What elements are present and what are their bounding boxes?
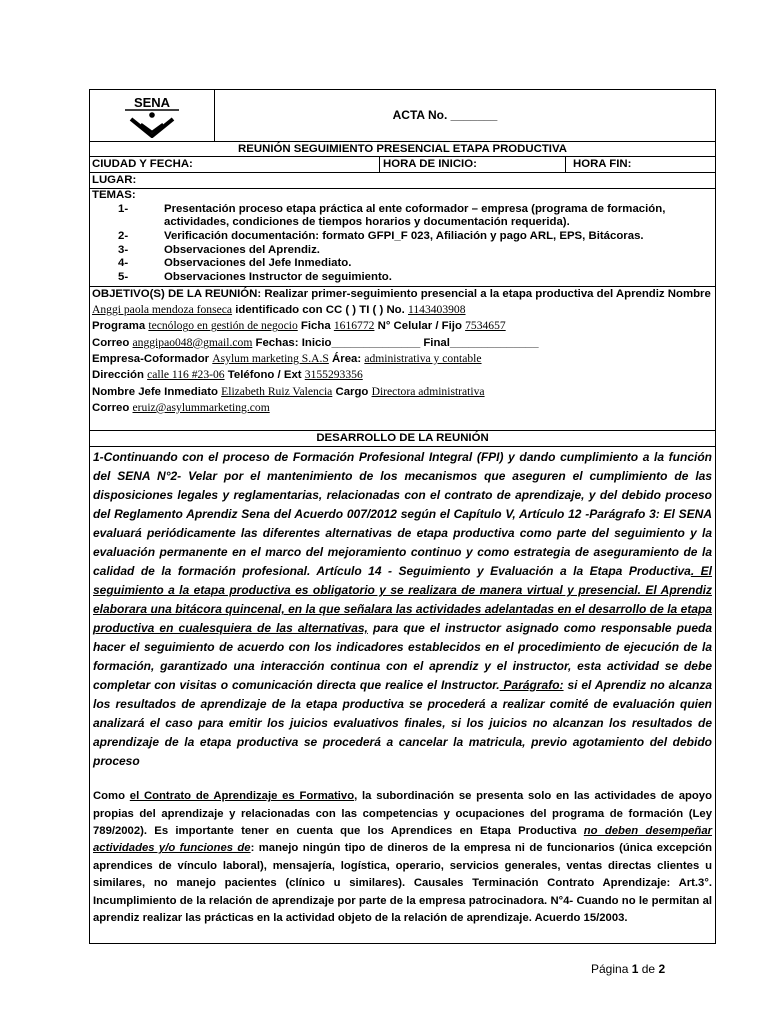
desarrollo-p2-b: el Contrato de Aprendizaje es Formativo [129, 790, 355, 803]
celular-value: 7534657 [465, 319, 506, 333]
direccion-label: Dirección [92, 369, 144, 382]
direccion-value: calle 116 #23-06 [147, 368, 225, 382]
objetivo-line-empresa [92, 351, 713, 367]
objetivo-line-programa [92, 318, 713, 334]
desarrollo-p2-e: : manejo ningún tipo de dineros de la empresa ni de funcionarios (única excepción aprendices de vínculo laboral), mensajería, logística, operario, servicios generales, ventas directas clientes u similares, no manejo pacientes (clínico u similares). Causales Terminación Contrato Aprendizaje: Art.3°. Incumplimiento de la relación de aprendizaje por parte de la empresa patrocinadora. N°4- Cuando no le permitan al aprendiz realizar las prácticas en la actividad objeto de la relación de aprendizaje. Acuerdo 15/2003. [93, 842, 712, 925]
objetivo-line-jefe [92, 384, 713, 400]
programa-value: tecnólogo en gestión de negocio [148, 319, 298, 333]
programa-label: Programa [92, 320, 146, 333]
temas-item-text: Observaciones Instructor de seguimiento. [164, 271, 392, 284]
temas-item-text: Presentación proceso etapa práctica al ente coformador – empresa (programa de formación, actividades, condiciones de tiempos horarios y documentación requerida). [164, 202, 666, 229]
date-time-row [90, 156, 715, 172]
cargo-label: Cargo [335, 385, 369, 398]
temas-section [90, 188, 715, 286]
temas-item [118, 271, 713, 285]
objetivo-line-1 [92, 287, 713, 319]
desarrollo-p1-c: para que el instructor asignado como responsable pueda hacer el seguimiento de acuerdo con los indicadores establecidos en el procedimiento de ejecución de la formación, garantizado una interacción continua con el aprendiz y el instructor, esta actividad se debe completar con visitas o comunicación directa que realice el Instructor. [93, 621, 713, 693]
fechas-label: Fechas: Inicio______________ Final______________ [255, 336, 539, 349]
sena-logo [90, 90, 215, 141]
hora-inicio-label: HORA DE INICIO: [380, 157, 566, 172]
correo-value: anggipao048@gmail.com [132, 335, 253, 349]
objetivo-section [90, 286, 715, 430]
correo-jefe-value: eruiz@asylummarketing.com [132, 400, 270, 414]
temas-item [118, 244, 713, 258]
ficha-label: Ficha [300, 320, 331, 333]
objetivo-line-correo-jefe [92, 400, 713, 416]
page-total: 2 [658, 962, 666, 976]
ficha-value: 1616772 [333, 319, 375, 333]
objetivo-line-direccion [92, 367, 713, 383]
temas-label: TEMAS: [92, 189, 136, 201]
desarrollo-p1-d: Parágrafo: [499, 678, 564, 693]
area-value: administrativa y contable [364, 352, 482, 365]
temas-item-number: 3- [118, 243, 129, 256]
objetivo-label: OBJETIVO(S) DE LA REUNIÓN: Realizar primer-seguimiento presencial a la etapa productiva del Aprendiz Nombre [92, 287, 711, 300]
celular-label: N° Celular / Fijo [377, 320, 462, 333]
form-title: REUNIÓN SEGUIMIENTO PRESENCIAL ETAPA PRODUCTIVA [90, 141, 715, 156]
identificado-label: identificado con CC ( ) TI ( ) No. [235, 304, 405, 317]
desarrollo-p2-a: Como [93, 790, 130, 803]
sena-logo-text: SENA [133, 94, 171, 110]
desarrollo-paragraph-1 [93, 448, 712, 771]
header-row [90, 90, 715, 141]
acta-form [89, 89, 716, 944]
desarrollo-paragraph-2 [93, 788, 712, 927]
area-label: Área: [332, 353, 362, 365]
page-current: 1 [631, 962, 639, 976]
lugar-label: LUGAR: [90, 172, 715, 188]
desarrollo-title: DESARROLLO DE LA REUNIÓN [90, 430, 715, 446]
acta-number: ACTA No. _______ [392, 108, 498, 123]
page-label: Página [591, 962, 629, 976]
temas-item-text: Observaciones del Jefe Inmediato. [164, 257, 352, 270]
empresa-label: Empresa-Coformador [92, 353, 210, 365]
temas-item-number: 5- [118, 271, 129, 284]
temas-item [118, 257, 713, 271]
empresa-value: Asylum marketing S.A.S [212, 352, 329, 365]
correo-jefe-label: Correo [92, 401, 130, 414]
jefe-value: Elizabeth Ruiz Valencia [221, 384, 333, 398]
temas-item [118, 230, 713, 244]
temas-item-number: 4- [118, 257, 129, 270]
sena-logo-icon [117, 94, 187, 138]
desarrollo-p1-e: si el Aprendiz no alcanza los resultados de aprendizaje de la etapa productiva se procederá a realizar comité de evaluación quien analizará el caso para emitir los juicios evaluativos finales, si los juicios no alcanzan los resultados de aprendizaje de la etapa productiva se procederá a cancelar la matricula, previo agotamiento del debido proceso [93, 678, 713, 769]
page-of: de [641, 962, 656, 976]
hora-fin-label: HORA FIN: [573, 158, 632, 170]
correo-label: Correo [92, 336, 130, 349]
ciudad-fecha-label: CIUDAD Y FECHA: [90, 157, 380, 172]
telefono-label: Teléfono / Ext [227, 369, 302, 382]
telefono-value: 3155293356 [304, 368, 363, 382]
temas-item-text: Observaciones del Aprendiz. [164, 243, 320, 256]
temas-item-number: 2- [118, 230, 129, 243]
desarrollo-p2-c: , la subordinación se presenta solo en las actividades de apoyo propias del aprendizaje y relacionadas con las competencias y ocupaciones del programa de formación (Ley 789/2002). Es importante tener en cuenta que los Aprendices en Etapa Productiva [93, 790, 712, 837]
aprendiz-nombre: Anggi paola mendoza fonseca [92, 303, 233, 317]
temas-item [118, 203, 713, 230]
desarrollo-p1-b: . El seguimiento a la etapa productiva es obligatorio y se realizara de manera virtual y presencial. El Aprendiz elaborara una bitácora quincenal, en la que señalara las actividades adelantadas en el desarrollo de la etapa productiva en cualesquiera de las alternativas, [93, 564, 713, 636]
temas-item-text: Verificación documentación: formato GFPI_F 023, Afiliación y pago ARL, EPS, Bitácoras. [164, 230, 644, 243]
page-number [591, 962, 665, 976]
desarrollo-p1-a: 1-Continuando con el proceso de Formación Profesional Integral (FPI) y dando cumplimiento a la función del SENA N°2- Velar por el mantenimiento de los mecanismos que aseguren el cumplimiento de las disposiciones legales y reglamentarias, relacionadas con el contrato de aprendizaje, y del debido proceso del Reglamento Aprendiz Sena del Acuerdo 007/2012 según el Capítulo V, Artículo 12 -Parágrafo 3: El SENA evaluará periódicamente las diferentes alternativas de etapa productiva como parte del seguimiento y la evaluación permanente en el marco del mejoramiento continuo y como estrategia de aseguramiento de la calidad de la formación profesional. Artículo 14 - Seguimiento y Evaluación a la Etapa Productiva [93, 450, 712, 579]
objetivo-line-correo [92, 335, 713, 351]
desarrollo-p2-d: no deben desempeñar actividades y/o funciones de [93, 825, 712, 855]
documento-number: 1143403908 [407, 303, 466, 317]
cargo-value: Directora administrativa [371, 384, 485, 398]
jefe-label: Nombre Jefe Inmediato [92, 385, 218, 398]
desarrollo-section [90, 446, 715, 943]
temas-item-number: 1- [118, 202, 129, 215]
